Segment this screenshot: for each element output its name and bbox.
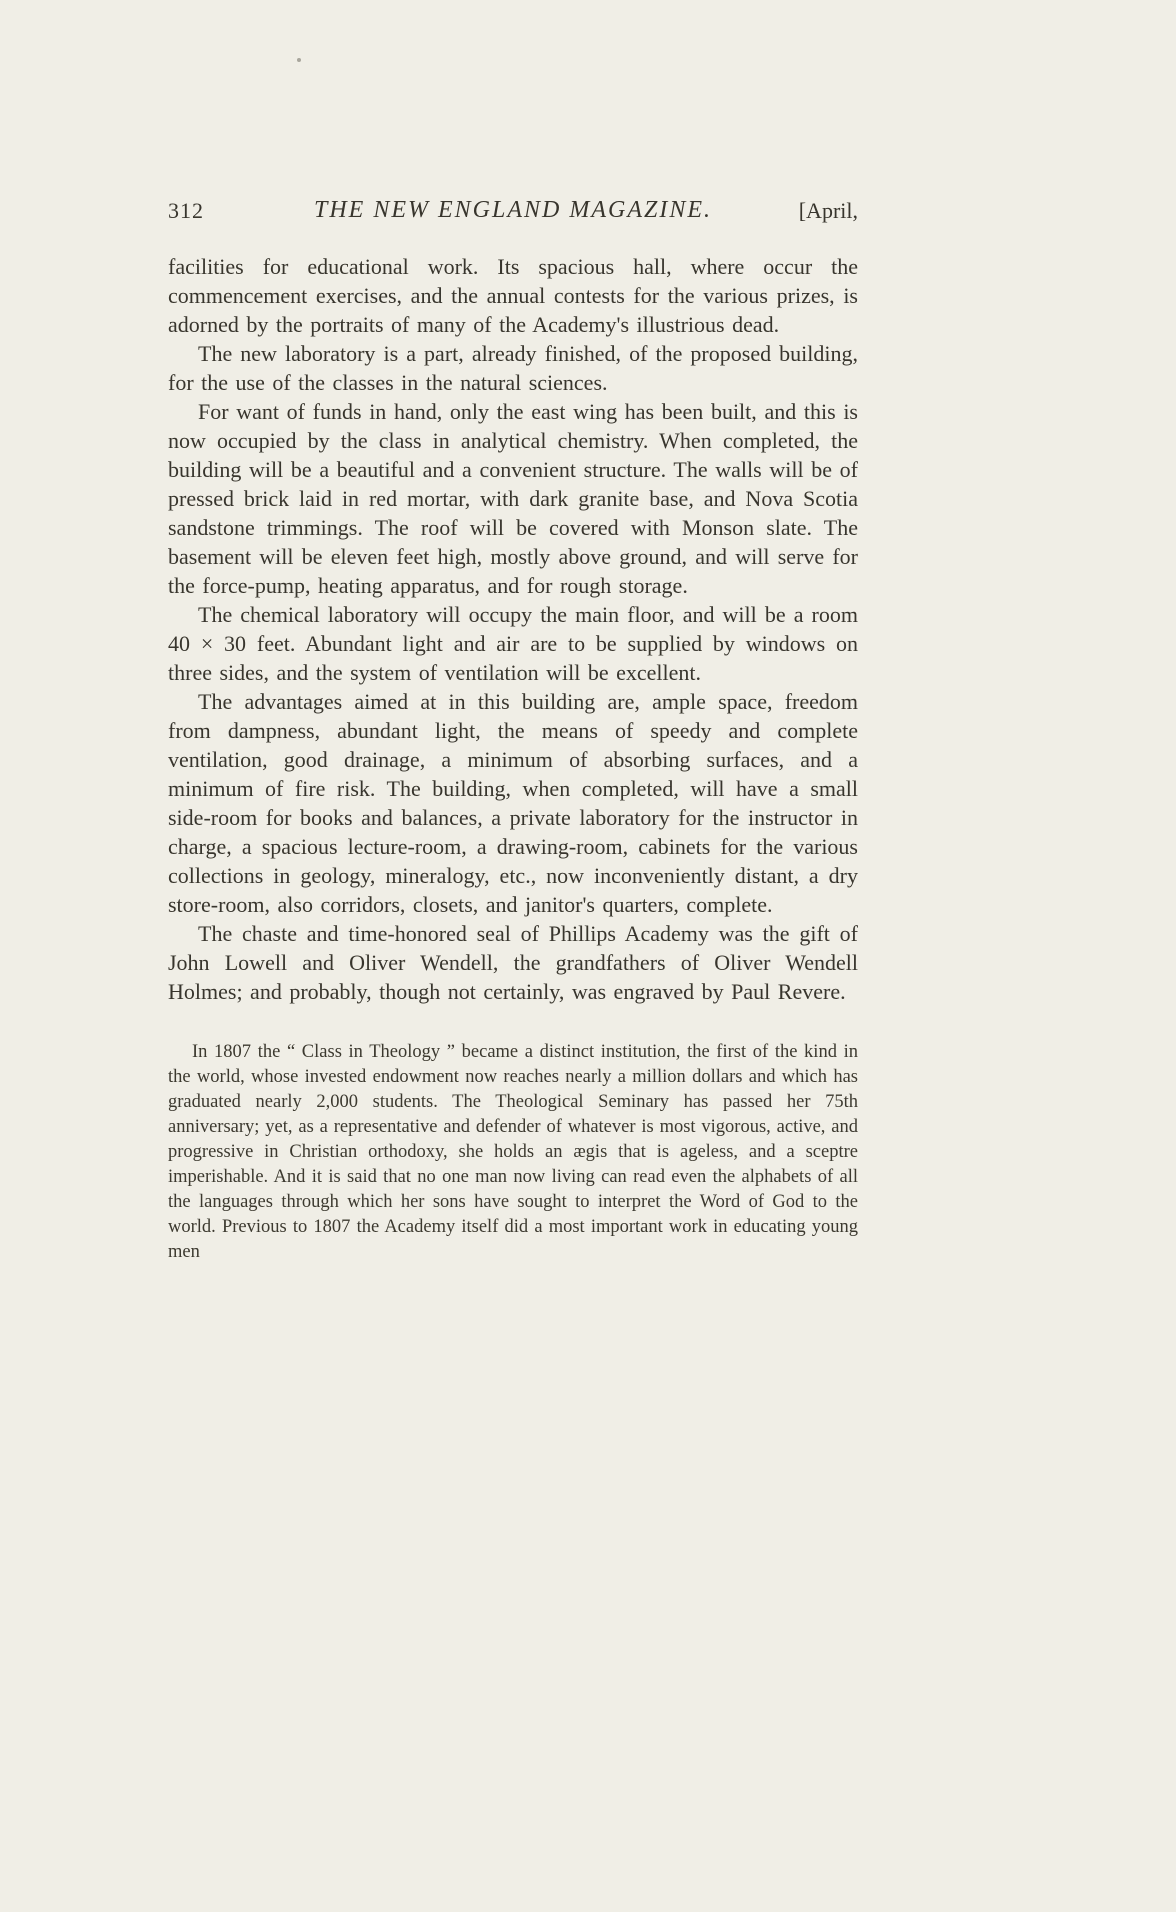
paragraph-continuation: facilities for educational work. Its spacious hall, where occur the commencement exercises, and the annual contests for the various prizes, is adorned by the portraits of many of the Academy's illustrious dead. <box>168 254 858 337</box>
footnote-block <box>168 1040 858 1265</box>
scan-artifact-dot <box>297 58 301 62</box>
paragraph: The chemical laboratory will occupy the main floor, and will be a room 40 × 30 feet. Abundant light and air are to be supplied by windows on three sides, and the system of ventilation will be excellent. <box>168 602 858 685</box>
page-number: 312 <box>168 198 204 223</box>
article-body <box>168 252 858 1006</box>
page-content <box>168 190 858 1265</box>
issue-date: [April, <box>798 198 858 223</box>
running-title: THE NEW ENGLAND MAGAZINE. <box>314 197 712 223</box>
paragraph: The new laboratory is a part, already finished, of the proposed building, for the use of the classes in the natural sciences. <box>168 341 858 395</box>
paragraph: The advantages aimed at in this building are, ample space, freedom from dampness, abundant light, the means of speedy and complete ventilation, good drainage, a minimum of absorbing surfaces, and a minimum of fire risk. The building, when completed, will have a small side-room for books and balances, a private laboratory for the instructor in charge, a spacious lecture-room, a drawing-room, cabinets for the various collections in geology, mineralogy, etc., now inconveniently distant, a dry store-room, also corridors, closets, and janitor's quarters, complete. <box>168 689 858 917</box>
paragraph: For want of funds in hand, only the east wing has been built, and this is now occupied by the class in analytical chemistry. When completed, the building will be a beautiful and a convenient structure. The walls will be of pressed brick laid in red mortar, with dark granite base, and Nova Scotia sandstone trimmings. The roof will be covered with Monson slate. The basement will be eleven feet high, mostly above ground, and will serve for the force-pump, heating apparatus, and for rough storage. <box>168 399 858 598</box>
page-header <box>168 190 858 224</box>
footnote-text: In 1807 the “ Class in Theology ” became a distinct institution, the first of the kind in the world, whose invested endowment now reaches nearly a million dollars and which has graduated nearly 2,000 students. The Theological Seminary has passed her 75th anniversary; yet, as a representative and defender of whatever is most vigorous, active, and progressive in Christian orthodoxy, she holds an ægis that is ageless, and a sceptre imperishable. And it is said that no one man now living can read even the alphabets of all the languages through which her sons have sought to interpret the Word of God to the world. Previous to 1807 the Academy itself did a most important work in educating young men <box>168 1042 858 1262</box>
paragraph: The chaste and time-honored seal of Phillips Academy was the gift of John Lowell and Oliver Wendell, the grandfathers of Oliver Wendell Holmes; and probably, though not certainly, was engraved by Paul Revere. <box>168 921 858 1004</box>
